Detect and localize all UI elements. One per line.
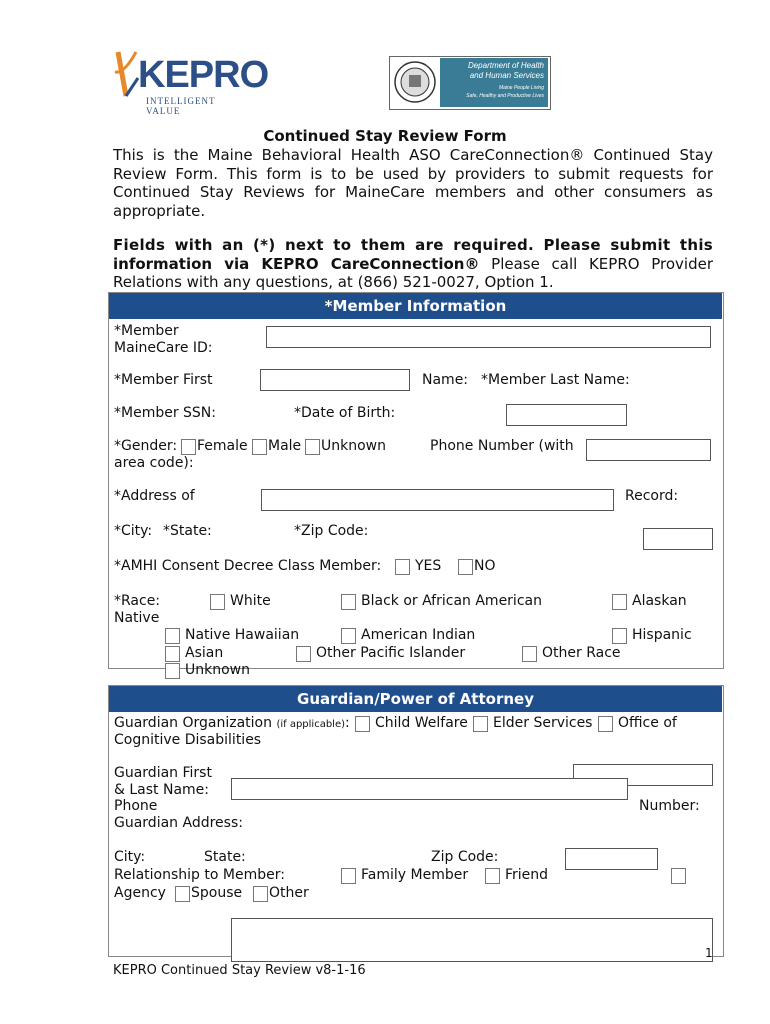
relationship-family-member-checkbox[interactable] <box>341 868 356 884</box>
guardian-office-of-cognitive-checkbox[interactable] <box>598 716 613 732</box>
relationship-friend-checkbox[interactable] <box>485 868 500 884</box>
race-black-checkbox[interactable] <box>341 594 356 610</box>
footer-version: KEPRO Continued Stay Review v8-1-16 <box>113 963 366 978</box>
race-other-pacific-checkbox[interactable] <box>296 646 311 662</box>
race-hispanic-checkbox[interactable] <box>612 628 627 644</box>
kepro-logo <box>112 48 269 116</box>
kepro-logo-text: KEPRO <box>138 54 269 96</box>
member-first-name-input[interactable] <box>260 369 410 391</box>
required-paragraph: Fields with an (*) next to them are required. Please submit this information via KEPRO CareConnection® Please call KEPRO Provider Relations with any questions, at (866) 521-0027, Option 1. <box>113 236 714 291</box>
kepro-tagline: INTELLIGENT VALUE <box>146 96 216 116</box>
race-white-checkbox[interactable] <box>210 594 225 610</box>
race-alaskan-native-checkbox[interactable] <box>612 594 627 610</box>
gender-unknown-checkbox[interactable] <box>305 439 320 455</box>
guardian-section-header: Guardian/Power of Attorney <box>109 686 722 712</box>
dhhs-banner: Department of Health and Human Services Maine People Living Safe, Healthy and Productive Lives <box>440 58 548 107</box>
race-asian-checkbox[interactable] <box>165 646 180 662</box>
member-dob-input[interactable] <box>506 404 627 426</box>
form-title: Continued Stay Review Form <box>263 127 507 145</box>
member-phone-input[interactable] <box>586 439 711 461</box>
maine-seal <box>393 60 437 104</box>
gender-male-checkbox[interactable] <box>252 439 267 455</box>
guardian-child-welfare-checkbox[interactable] <box>355 716 370 732</box>
member-address-input[interactable] <box>261 489 614 511</box>
race-other-checkbox[interactable] <box>522 646 537 662</box>
guardian-name-input[interactable] <box>231 778 628 800</box>
relationship-spouse-checkbox[interactable] <box>175 886 190 902</box>
member-maine-id-input[interactable] <box>266 326 711 348</box>
relationship-other-input[interactable] <box>231 918 713 962</box>
race-unknown-checkbox[interactable] <box>165 663 180 679</box>
race-native-hawaiian-checkbox[interactable] <box>165 628 180 644</box>
amhi-yes-checkbox[interactable] <box>395 559 410 575</box>
page-number: 1 <box>705 946 713 960</box>
amhi-no-checkbox[interactable] <box>458 559 473 575</box>
member-section-header: *Member Information <box>109 293 722 319</box>
guardian-zip-input[interactable] <box>565 848 658 870</box>
relationship-other-checkbox[interactable] <box>253 886 268 902</box>
gender-female-checkbox[interactable] <box>181 439 196 455</box>
dhhs-logo <box>389 56 551 110</box>
race-american-indian-checkbox[interactable] <box>341 628 356 644</box>
guardian-elder-services-checkbox[interactable] <box>473 716 488 732</box>
intro-paragraph: This is the Maine Behavioral Health ASO CareConnection® Continued Stay Review Form. This form is to be used by providers to submit requests for Continued Stay Reviews for MaineCare members and other consumers as appropriate. <box>113 146 713 220</box>
member-zip-input[interactable] <box>643 528 713 550</box>
relationship-agency-checkbox[interactable] <box>671 868 686 884</box>
